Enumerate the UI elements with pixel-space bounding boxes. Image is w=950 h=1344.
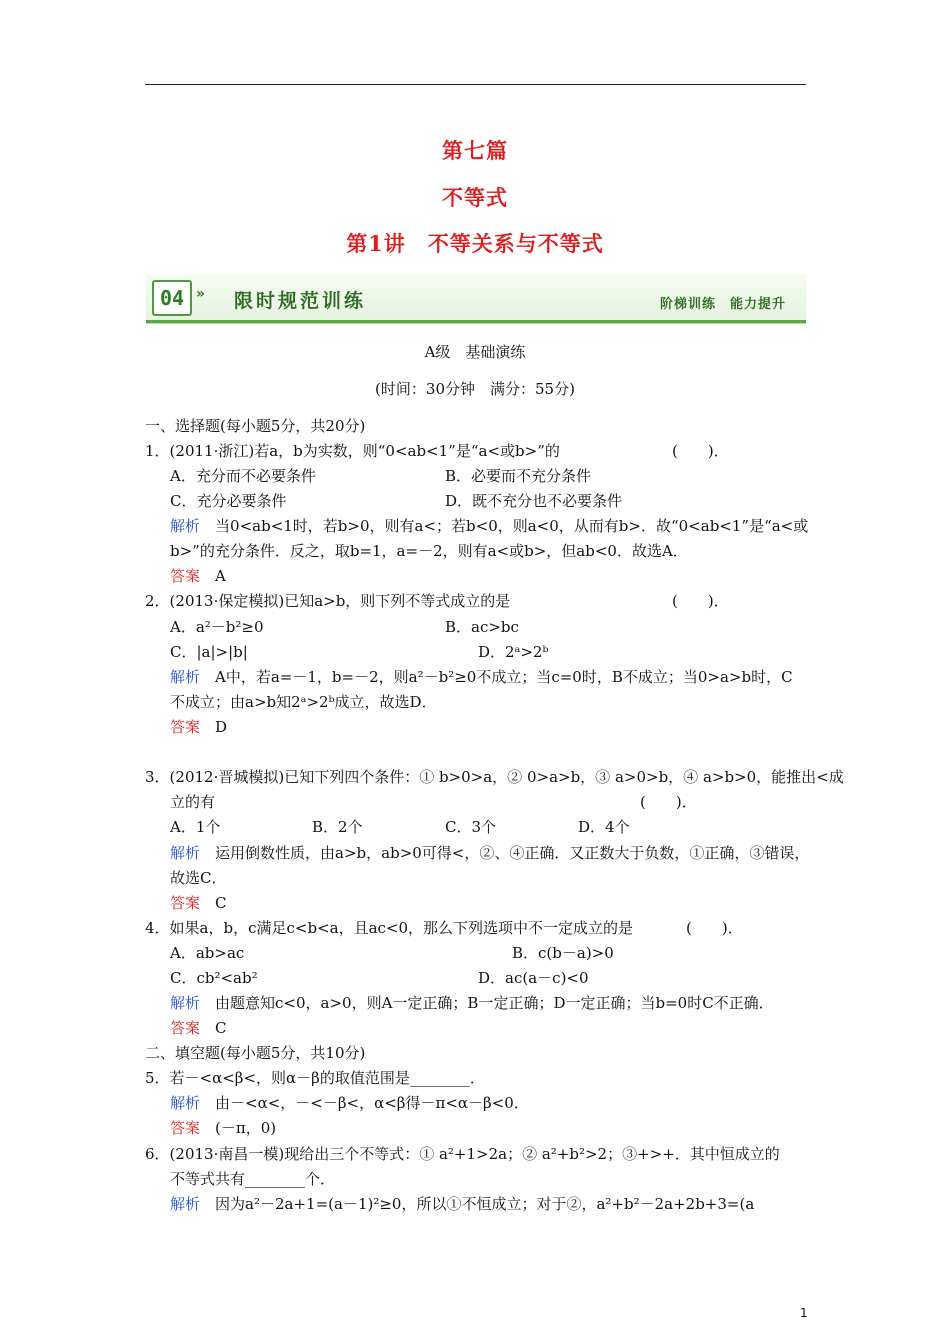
q1-option-d: D．既不充分也不必要条件 <box>445 492 623 510</box>
solution-label: 解析 <box>170 1195 201 1213</box>
q5-solution: 解析 由－<α<，－<－β<，α<β得－π<α－β<0． <box>170 1094 529 1112</box>
q3-solution-line-2: 故选C． <box>170 869 227 887</box>
level-heading: A级 基础演练 <box>424 343 526 361</box>
q1-solution-line-1: 解析 当0<ab<1时，若b>0，则有a<；若b<0，则a<0，从而有b>．故“0<ab<1”是“a<或 <box>170 517 809 535</box>
answer-label: 答案 <box>170 718 201 736</box>
question-3-line-2: 立的有 <box>170 793 216 811</box>
q1-solution-line-2: b>”的充分条件．反之，取b=1，a=－2，则有a<或b>，但ab<0．故选A． <box>170 542 688 560</box>
q4-option-c: C．cb²<ab² <box>170 969 258 987</box>
question-6-line-2: 不等式共有________个． <box>170 1170 336 1188</box>
answer-label: 答案 <box>170 894 201 912</box>
q3-option-d: D．4个 <box>578 818 630 836</box>
q1-option-c: C．充分必要条件 <box>170 492 287 510</box>
question-4-paren: ( )． <box>686 919 743 937</box>
solution-label: 解析 <box>170 994 201 1012</box>
banner-badge: 04 <box>152 280 192 316</box>
header-rule <box>145 84 806 85</box>
q4-solution: 解析 由题意知c<0，a>0，则A一定正确；B一定正确；D一定正确；当b=0时C不正确． <box>170 994 774 1012</box>
q4-option-a: A．ab>ac <box>170 944 245 962</box>
section-heading-1: 一、选择题(每小题5分，共20分) <box>145 417 366 435</box>
practice-banner <box>146 274 806 323</box>
time-info: (时间：30分钟 满分：55分) <box>375 380 575 398</box>
q3-option-b: B．2个 <box>312 818 363 836</box>
solution-label: 解析 <box>170 1094 201 1112</box>
q4-option-b: B．c(b－a)>0 <box>512 944 614 962</box>
page-number: 1 <box>800 1306 808 1320</box>
question-1-paren: ( )． <box>672 442 729 460</box>
solution-label: 解析 <box>170 844 201 862</box>
question-3-paren: ( )． <box>640 793 697 811</box>
solution-label: 解析 <box>170 668 201 686</box>
q4-option-d: D．ac(a－c)<0 <box>478 969 589 987</box>
q3-answer: 答案 C <box>170 894 227 912</box>
q2-solution-line-2: 不成立；由a>b知2ᵃ>2ᵇ成立，故选D． <box>170 693 437 711</box>
banner-title: 限时规范训练 <box>234 290 367 312</box>
q3-option-a: A．1个 <box>170 818 221 836</box>
q1-answer: 答案 A <box>170 567 226 585</box>
q3-option-c: C．3个 <box>445 818 497 836</box>
question-2-paren: ( )． <box>672 592 729 610</box>
solution-label: 解析 <box>170 517 201 535</box>
chevron-icon: » <box>196 286 206 302</box>
q2-option-b: B．ac>bc <box>445 618 519 636</box>
chapter-title: 不等式 <box>442 185 508 210</box>
question-4: 4．如果a，b，c满足c<b<a，且ac<0，那么下列选项中不一定成立的是 <box>145 919 634 937</box>
lesson-title: 第1讲 不等关系与不等式 <box>346 231 604 256</box>
question-2: 2．(2013·保定模拟)已知a>b，则下列不等式成立的是 <box>145 592 511 610</box>
question-1: 1．(2011·浙江)若a，b为实数，则“0<ab<1”是“a<或b>”的 <box>145 442 560 460</box>
banner-subtitle: 阶梯训练 能力提升 <box>659 297 786 312</box>
q1-option-b: B．必要而不充分条件 <box>445 467 592 485</box>
answer-label: 答案 <box>170 1119 201 1137</box>
q2-solution-line-1: 解析 A中，若a=－1，b=－2，则a²－b²≥0不成立；当c=0时，B不成立；当0>a>b时，C <box>170 668 793 686</box>
question-6-line-1: 6．(2013·南昌一模)现给出三个不等式：① a²+1>2a；② a²+b²>2；③+>+．其中恒成立的 <box>145 1145 780 1163</box>
q4-answer: 答案 C <box>170 1019 227 1037</box>
q1-option-a: A．充分而不必要条件 <box>170 467 316 485</box>
q6-solution: 解析 因为a²－2a+1=(a－1)²≥0，所以①不恒成立；对于②，a²+b²－2a+2b+3=(a <box>170 1195 755 1213</box>
q2-option-a: A．a²－b²≥0 <box>170 618 264 636</box>
question-5: 5．若－<α<β<，则α－β的取值范围是________． <box>145 1069 485 1087</box>
part-title: 第七篇 <box>442 138 508 163</box>
answer-label: 答案 <box>170 1019 201 1037</box>
q2-option-d: D．2ᵃ>2ᵇ <box>478 643 549 661</box>
section-heading-2: 二、填空题(每小题5分，共10分) <box>145 1044 366 1062</box>
q5-answer: 答案 (－π，0) <box>170 1119 277 1137</box>
q3-solution-line-1: 解析 运用倒数性质，由a>b，ab>0可得<，②、④正确．又正数大于负数，①正确，③错误， <box>170 844 810 862</box>
question-3-line-1: 3．(2012·晋城模拟)已知下列四个条件：① b>0>a，② 0>a>b，③ a>0>b，④ a>b>0，能推出<成 <box>145 768 844 786</box>
answer-label: 答案 <box>170 567 201 585</box>
q2-answer: 答案 D <box>170 718 228 736</box>
q2-option-c: C．|a|>|b| <box>170 643 248 661</box>
